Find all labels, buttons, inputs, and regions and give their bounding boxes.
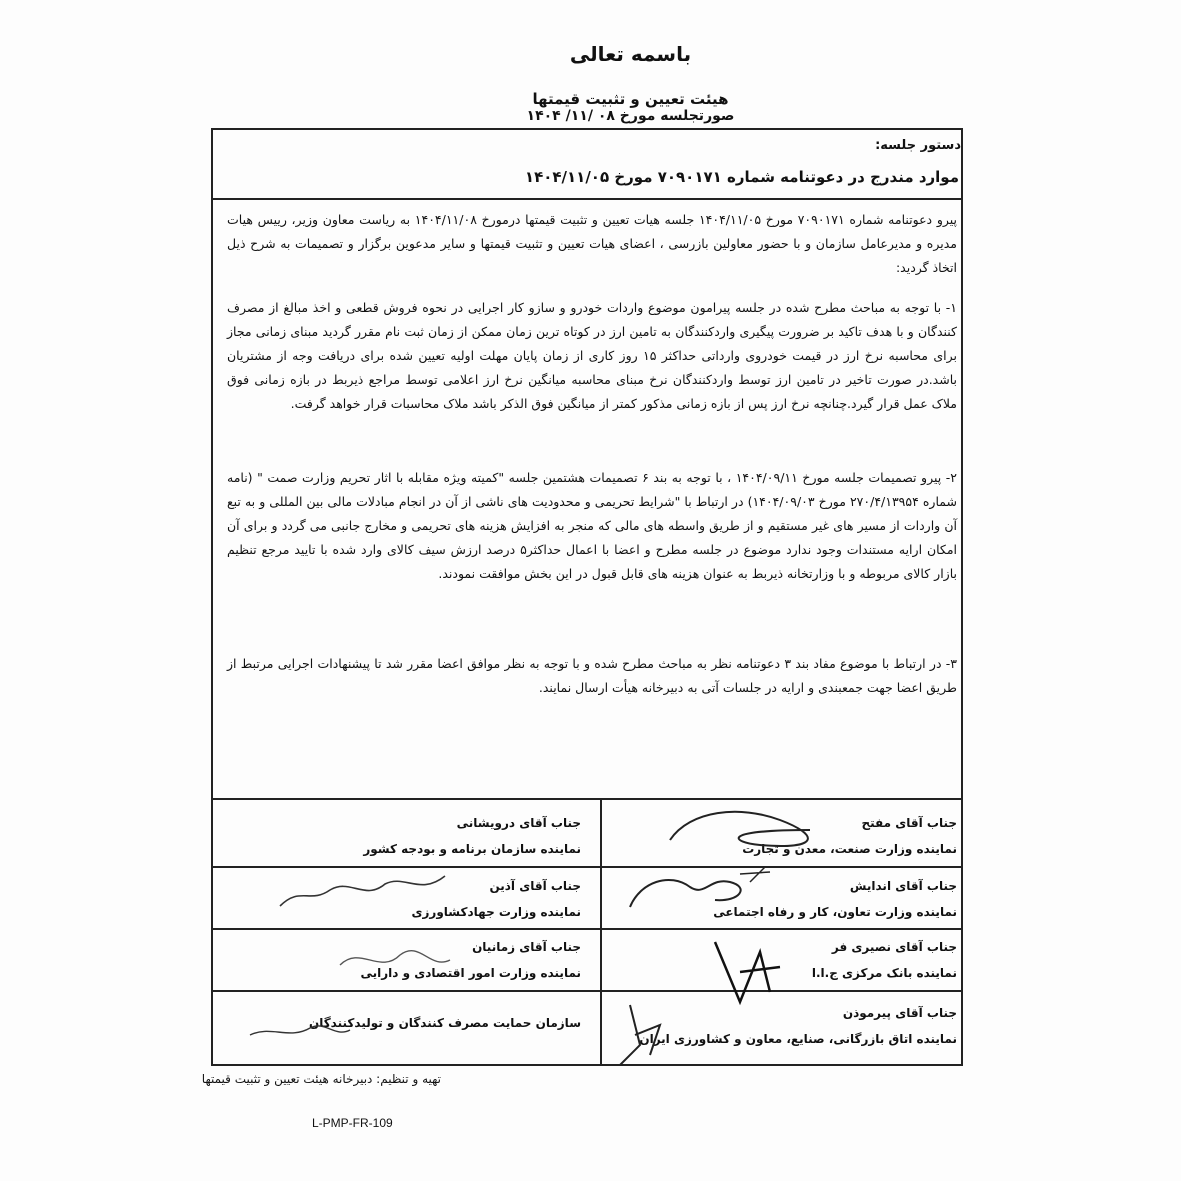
signatory-name: جناب آقای زمانیان [472,940,581,954]
signatory-role: سازمان حمایت مصرف کنندگان و تولیدکنندگان [308,1016,581,1030]
handwritten-signature [620,862,780,922]
prepared-by-note: تهیه و تنظیم: دبیرخانه هیئت تعیین و تثبیت قیمتها [201,1072,441,1086]
divider [211,198,963,200]
signatory-role: نماینده بانک مرکزی ج.ا.ا [811,966,957,980]
signatory-cell [211,810,581,870]
handwritten-signature [330,935,460,990]
handwritten-signature [660,800,830,860]
signatory-role: نماینده وزارت جهادکشاورزی [411,905,581,919]
signatory-name: جناب آقای اندایش [849,879,957,893]
signatory-role: نماینده اتاق بازرگانی، صنایع، معاون و کشاورزی ایران [639,1032,957,1046]
signatory-name: جناب آقای پیرموذن [842,1006,957,1020]
signatory-role: نماینده وزارت تعاون، کار و رفاه اجتماعی [713,905,957,919]
document-heading: باسمه تعالی [569,42,692,66]
decision-item-2: ۲- پیرو تصمیمات جلسه مورخ ۱۴۰۴/۰۹/۱۱ ، با توجه به بند ۶ تصمیمات هشتمین جلسه "کمیته ویژه مقابله با اثار تحریم وزارت صمت " (نامه شماره ۲۷۰/۴/۱۳۹۵۴ مورخ ۱۴۰۴/۰۹/۰۳) در ارتباط با "شرایط تحریمی و محدودیت های ناشی از آن در انجام مبادلات مالی بین المللی و به تبع آن واردات از مسیر های غیر مستقیم و از طریق واسطه های مالی که منجر به افزایش هزینه های تحریمی و مخارج جانبی می گردد و برای آن امکان ارایه مستندات وجود ندارد موضوع در جلسه مطرح و اعضا با اعمال حداکثر۵ درصد ارزش سیف کالای وارد شده با تایید مرجع تنظیم بازار کالای مربوطه و با وزارتخانه ذیربط به عنوان هزینه های قابل قبول در این بخش موافقت نمودند. [227,470,957,581]
signatory-role: نماینده وزارت صنعت، معدن و تجارت [742,842,957,856]
handwritten-signature [700,932,790,1012]
signatory-name: جناب آقای درویشانی [456,816,581,830]
signatory-name: جناب آقای نصیری فر [831,940,957,954]
divider [211,798,963,800]
handwritten-signature [240,1010,360,1050]
signatory-name: جناب آقای مفتح [861,816,957,830]
signatory-role: نماینده سازمان برنامه و بودجه کشور [363,842,581,856]
signatory-name: جناب آقای آذین [489,879,581,893]
intro-paragraph: پیرو دعوتنامه شماره ۷۰۹۰۱۷۱ مورخ ۱۴۰۴/۱۱/۰۵ جلسه هیات تعیین و تثبیت قیمتها درمورخ ۱۴۰۴/۱۱/۰۸ به ریاست معاون وزیر، رییس هیات مدیره و مدیرعامل سازمان و با حضور معاولین بازرسی ، اعضای هیات تعیین و تثبیت قیمتها و سایر مدعوین برگزار و تصمیمات به شرح ذیل اتخاذ گردید: [227,212,957,275]
form-code: L-PMP-FR-109 [312,1116,393,1130]
agenda-text: موارد مندرج در دعوتنامه شماره ۷۰۹۰۱۷۱ مورخ ۱۴۰۴/۱۱/۰۵ [524,168,959,186]
handwritten-signature [600,995,680,1075]
signatory-role: نماینده وزارت امور اقتصادی و دارایی [360,966,581,980]
handwritten-signature [270,866,460,921]
decision-item-1: ۱- با توجه به مباحث مطرح شده در جلسه پیرامون موضوع واردات خودرو و سازو کار اجرایی در نحوه فروش قطعی و اخذ مبالغ از مصرف کنندگان و با هدف تاکید بر ضرورت پیگیری واردکنندگان به تامین ارز در کوتاه ترین زمان ممکن از زمان ثبت نام مقرر گردید مبنای زمانی مجاز برای محاسبه نرخ ارز در قیمت خودروی وارداتی حداکثر ۱۵ روز کاری از زمان پایان مهلت اولیه تعیین شده برای دریافت وجه از مشتریان باشد.در صورت تاخیر در تامین ارز توسط واردکنندگان نرخ مبنای محاسبه میانگین نرخ ارز اعلامی توسط مراجع ذیربط در بازه زمانی فوق ملاک عمل قرار گیرد.چنانچه نرخ ارز پس از بازه زمانی مذکور کمتر از میانگین فوق الذکر باشد ملاک محاسبات قرار خواهد گرفت. [227,300,957,411]
agenda-label: دستور جلسه: [875,138,961,153]
decision-item-3: ۳- در ارتباط با موضوع مفاد بند ۳ دعوتنامه نظر به مباحث مطرح شده و با توجه به نظر موافق اعضا مقرر شد تا پیشنهادات اجرایی مرتبط از طریق اعضا جهت جمعبندی و ارایه در جلسات آتی به دبیرخانه هیأت ارسال نمایند. [227,656,957,695]
minutes-date: صورتجلسه مورخ ۰۸ /۱۱/ ۱۴۰۴ [526,108,735,124]
committee-name: هیئت تعیین و تثبیت قیمتها [532,90,729,108]
